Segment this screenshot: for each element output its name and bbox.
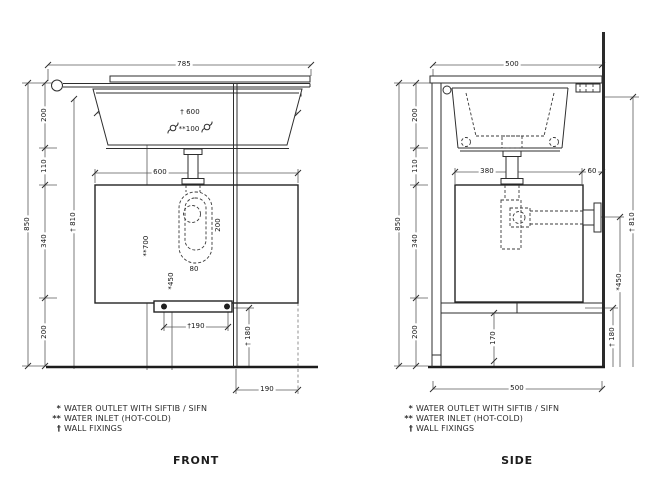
front-dim-seg-340: 340 <box>40 234 49 248</box>
front-dim-inlet-height: **700 <box>142 235 151 257</box>
front-dim-fixings-span: † 600 <box>180 108 200 117</box>
legend-row-water-outlet <box>401 404 559 414</box>
legend-row-water-outlet <box>49 404 207 414</box>
front-rail-end-cap <box>52 80 63 91</box>
side-cabinet <box>455 185 583 302</box>
front-dim-bracket-height: † 180 <box>244 326 253 346</box>
side-dim-total-depth: 500 <box>505 60 519 69</box>
front-view-title: FRONT <box>172 454 220 467</box>
front-dim-side-offset: 190 <box>260 385 274 394</box>
legend-row-water-inlet <box>49 414 207 424</box>
legend-row-wall-fixings <box>401 424 559 434</box>
legend-text: WATER OUTLET WITH SIFTIB / SIFN <box>416 404 560 413</box>
side-dim-plinth-height: 170 <box>489 331 498 345</box>
front-grab-rail <box>63 84 310 88</box>
legend-symbol: ** <box>52 414 61 423</box>
side-dim-overall-height: 850 <box>394 217 403 231</box>
legend-text: WATER INLET (HOT-COLD) <box>64 414 172 423</box>
side-dim-seg-110: 110 <box>411 159 420 173</box>
side-view-title: SIDE <box>501 454 533 467</box>
legend-row-wall-fixings <box>49 424 207 434</box>
side-dim-bracket-height: † 180 <box>608 327 617 347</box>
side-back-clamp <box>576 84 600 92</box>
front-dim-seg-200a: 200 <box>40 108 49 122</box>
front-countertop <box>110 76 310 82</box>
front-dim-seg-110: 110 <box>40 159 49 173</box>
legend-text: WALL FIXINGS <box>64 424 123 433</box>
side-dim-bottom-depth: 500 <box>510 384 524 393</box>
side-countertop <box>430 76 602 83</box>
fixing-bolt-right <box>224 304 230 310</box>
front-dim-cabinet-width: 600 <box>153 168 167 177</box>
side-basin-section <box>452 88 568 151</box>
front-cabinet <box>95 185 298 303</box>
fixing-bolt-left <box>161 304 167 310</box>
front-dim-total-width: 785 <box>177 60 191 69</box>
side-front-leg <box>432 83 441 367</box>
legend-text: WALL FIXINGS <box>416 424 475 433</box>
front-dim-inlet-spacing: **100 <box>178 125 200 134</box>
front-dim-seg-200b: 200 <box>40 325 49 339</box>
side-dim-rail-height: † 810 <box>628 212 637 232</box>
front-dim-trap-width: 80 <box>189 265 199 274</box>
side-dim-outlet-height: *450 <box>615 273 624 291</box>
front-legend <box>49 404 207 434</box>
legend-symbol: ** <box>404 414 413 423</box>
side-dim-cabinet-depth: 380 <box>480 167 494 176</box>
legend-symbol: † <box>56 424 61 433</box>
side-view-drawing <box>394 32 639 392</box>
front-dim-bracket-span: †190 <box>187 322 205 331</box>
front-dim-outlet-height: *450 <box>167 272 176 290</box>
side-wall-outlet <box>583 203 601 232</box>
legend-symbol: † <box>408 424 413 433</box>
front-dim-trap-length: 200 <box>214 218 223 232</box>
front-dim-overall-height: 850 <box>23 217 32 231</box>
side-drain-pipe <box>501 151 523 184</box>
front-view-drawing <box>22 62 318 394</box>
legend-row-water-inlet <box>401 414 559 424</box>
legend-text: WATER OUTLET WITH SIFTIB / SIFN <box>64 404 208 413</box>
side-dim-seg-340: 340 <box>411 234 420 248</box>
side-legend <box>401 404 559 434</box>
legend-text: WATER INLET (HOT-COLD) <box>416 414 524 423</box>
side-dim-seg-200b: 200 <box>411 325 420 339</box>
side-dim-seg-200a: 200 <box>411 108 420 122</box>
side-basin-hidden <box>462 93 559 148</box>
legend-symbol: * <box>408 404 413 413</box>
legend-symbol: * <box>56 404 61 413</box>
side-dim-wall-gap: 60 <box>587 167 597 176</box>
front-drain-pipe <box>182 149 204 184</box>
side-rail-section <box>443 86 451 94</box>
front-basin <box>93 89 302 145</box>
side-plinth-rail <box>441 303 602 313</box>
front-dim-rail-height: † 810 <box>69 212 78 232</box>
